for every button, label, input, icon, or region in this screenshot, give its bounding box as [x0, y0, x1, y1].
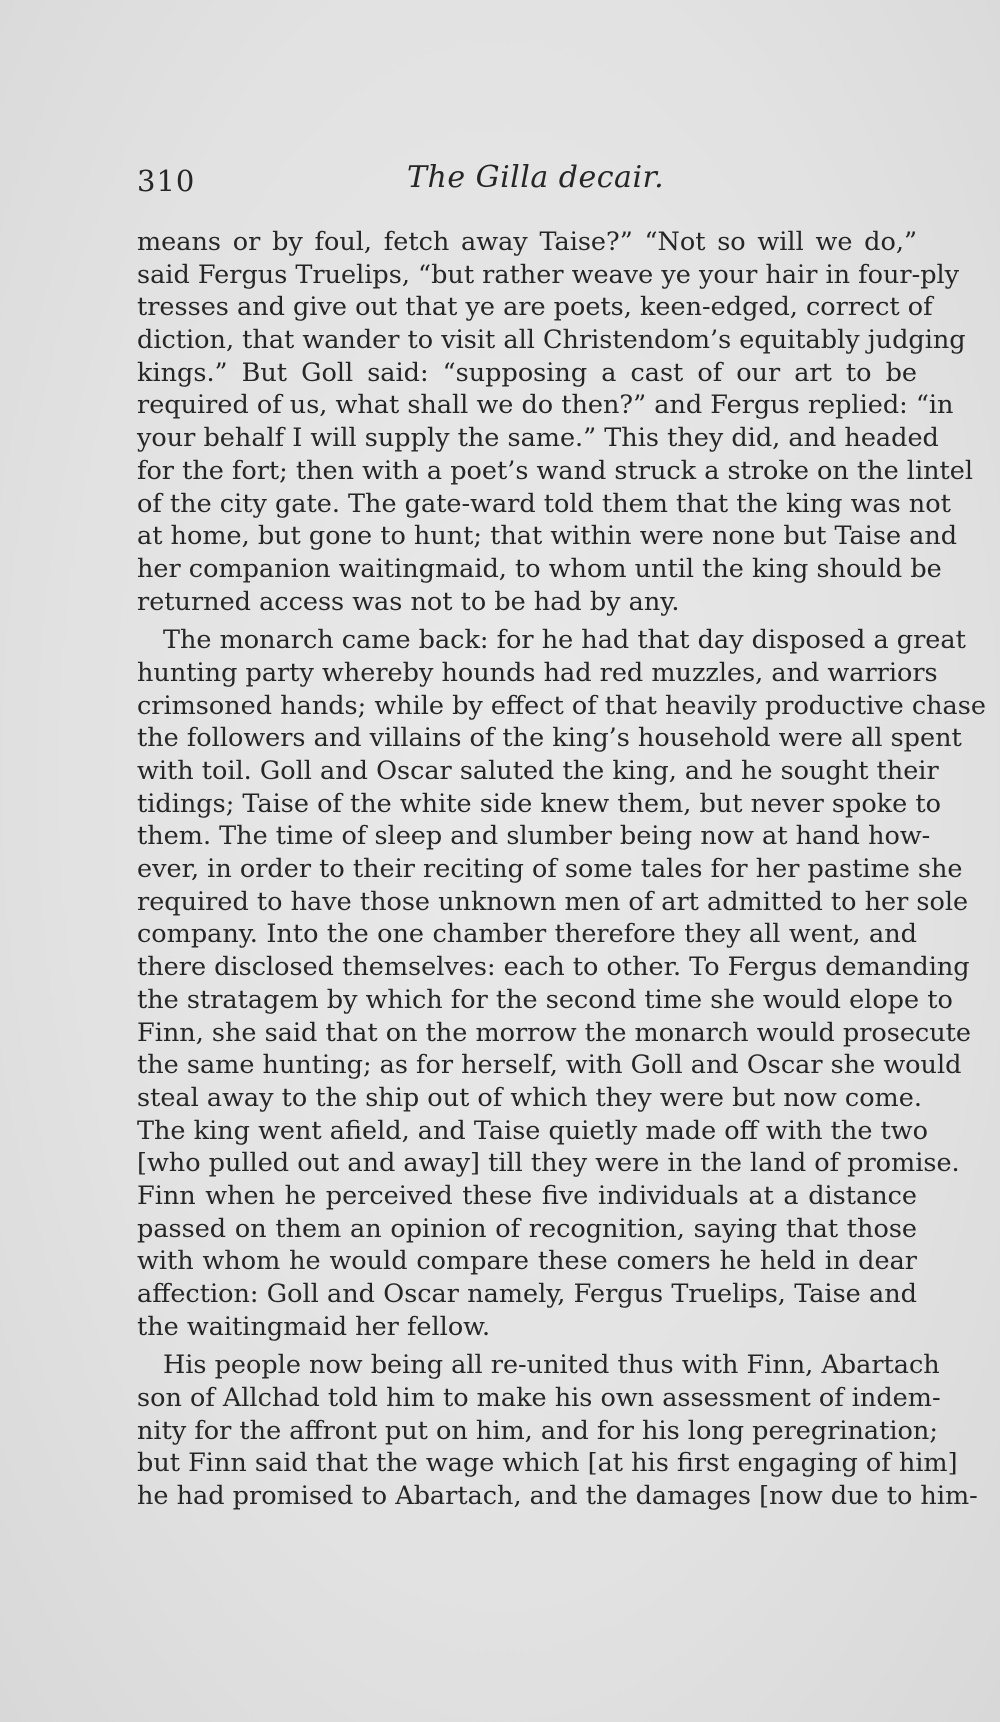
paragraph — [137, 624, 986, 1343]
text-line: Finn when he perceived these five individuals at a distance — [137, 1180, 917, 1211]
text-line: your behalf I will supply the same.” This they did, and headed — [137, 423, 939, 454]
text-line: diction, that wander to visit all Christendom’s equitably judging — [137, 325, 966, 356]
text-line: the stratagem by which for the second time she would elope to — [137, 984, 953, 1015]
text-line: said Fergus Truelips, “but rather weave ye your hair in four-ply — [137, 259, 960, 290]
text-line: hunting party whereby hounds had red muzzles, and warriors — [137, 657, 938, 688]
paragraph — [137, 226, 974, 618]
text-line: nity for the affront put on him, and for his long peregrination; — [137, 1415, 938, 1446]
text-line: required to have those unknown men of art admitted to her sole — [137, 886, 969, 917]
text-line: he had promised to Abartach, and the damages [now due to him- — [137, 1481, 978, 1512]
text-line: required of us, what shall we do then?” and Fergus replied: “in — [137, 390, 954, 421]
text-line: ever, in order to their reciting of some tales for her pastime she — [137, 854, 963, 885]
text-line: kings.” But Goll said: “supposing a cast of our art to be — [137, 357, 917, 388]
text-line: of the city gate. The gate-ward told them that the king was not — [137, 488, 951, 519]
text-line: His people now being all re-united thus with Finn, Abartach — [163, 1350, 940, 1381]
text-line: tresses and give out that ye are poets, keen-edged, correct of — [137, 292, 933, 323]
text-line: company. Into the one chamber therefore they all went, and — [137, 919, 917, 950]
text-line: returned access was not to be had by any. — [137, 586, 680, 617]
paragraph — [137, 1349, 978, 1512]
text-line: with whom he would compare these comers he held in dear — [137, 1246, 917, 1277]
text-line: means or by foul, fetch away Taise?” “Not so will we do,” — [137, 227, 917, 257]
text-line: son of Allchad told him to make his own assessment of indem- — [137, 1383, 941, 1414]
text-line: The king went afield, and Taise quietly made off with the two — [137, 1115, 928, 1146]
text-line: Finn, she said that on the morrow the monarch would prosecute — [137, 1017, 971, 1048]
text-line: the same hunting; as for herself, with Goll and Oscar she would — [137, 1050, 962, 1081]
text-line: for the fort; then with a poet’s wand struck a stroke on the lintel — [137, 455, 974, 486]
page-number: 310 — [137, 164, 196, 198]
text-line: but Finn said that the wage which [at his first engaging of him] — [137, 1448, 958, 1479]
text-line: affection: Goll and Oscar namely, Fergus Truelips, Taise and — [137, 1279, 917, 1309]
text-line: [who pulled out and away] till they were in the land of promise. — [137, 1148, 960, 1179]
text-line: steal away to the ship out of which they were but now come. — [137, 1082, 922, 1113]
text-line: the followers and villains of the king’s household were all spent — [137, 723, 962, 754]
text-line: crimsoned hands; while by effect of that heavily productive chase — [137, 690, 986, 721]
page-header — [137, 160, 913, 204]
text-line: the waitingmaid her fellow. — [137, 1311, 491, 1342]
text-line: at home, but gone to hunt; that within were none but Taise and — [137, 521, 958, 552]
text-line: passed on them an opinion of recognition, saying that those — [137, 1213, 917, 1244]
running-title: The Gilla decair. — [407, 160, 665, 195]
text-line: there disclosed themselves: each to other. To Fergus demanding — [137, 952, 970, 983]
text-line: tidings; Taise of the white side knew them, but never spoke to — [137, 788, 941, 819]
body-text — [137, 226, 986, 1513]
text-line: her companion waitingmaid, to whom until the king should be — [137, 553, 942, 584]
text-line: The monarch came back: for he had that day disposed a great — [163, 625, 966, 656]
text-line: with toil. Goll and Oscar saluted the king, and he sought their — [137, 756, 939, 786]
text-line: them. The time of sleep and slumber being now at hand how- — [137, 821, 931, 852]
